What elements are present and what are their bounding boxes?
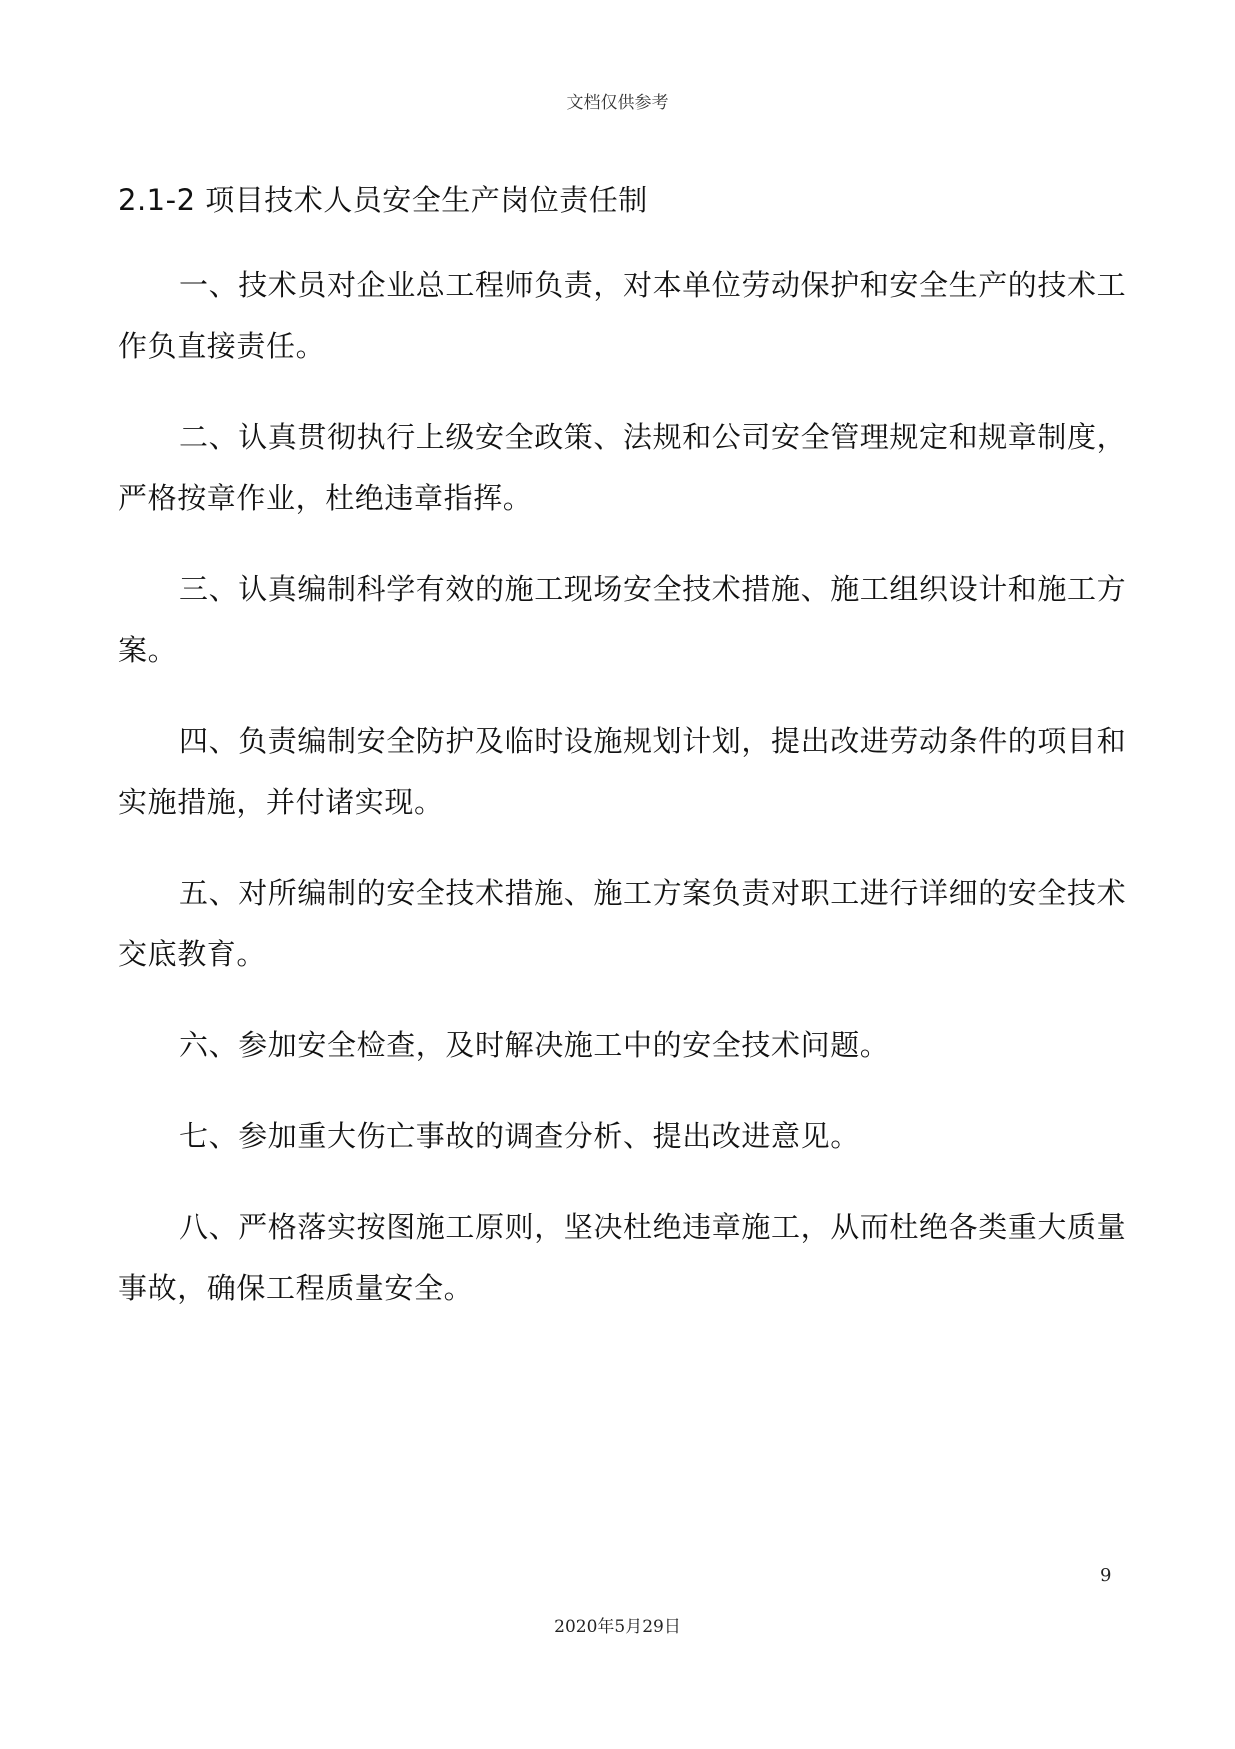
- footer-date: 2020年5月29日: [554, 1617, 681, 1637]
- page-number: 9: [1100, 1565, 1112, 1586]
- paragraph-3: 三、认真编制科学有效的施工现场安全技术措施、施工组织设计和施工方案。: [118, 572, 1127, 667]
- paragraph-1: 一、技术员对企业总工程师负责，对本单位劳动保护和安全生产的技术工作负直接责任。: [118, 268, 1127, 363]
- document-body: [118, 255, 1128, 1349]
- paragraph-6: 六、参加安全检查，及时解决施工中的安全技术问题。: [179, 1028, 890, 1062]
- paragraph-5: 五、对所编制的安全技术措施、施工方案负责对职工进行详细的安全技术交底教育。: [118, 876, 1127, 971]
- paragraph-2: 二、认真贯彻执行上级安全政策、法规和公司安全管理规定和规章制度，严格按章作业，杜绝违章指挥。: [118, 420, 1127, 515]
- paragraph-8: 八、严格落实按图施工原则，坚决杜绝违章施工，从而杜绝各类重大质量事故，确保工程质量安全。: [118, 1210, 1127, 1305]
- paragraph-7: 七、参加重大伤亡事故的调查分析、提出改进意见。: [179, 1119, 860, 1153]
- page-header: 文档仅供参考: [566, 93, 669, 113]
- paragraph-4: 四、负责编制安全防护及临时设施规划计划，提出改进劳动条件的项目和实施措施，并付诸实现。: [118, 724, 1127, 819]
- section-title: 2.1-2 项目技术人员安全生产岗位责任制: [118, 183, 648, 217]
